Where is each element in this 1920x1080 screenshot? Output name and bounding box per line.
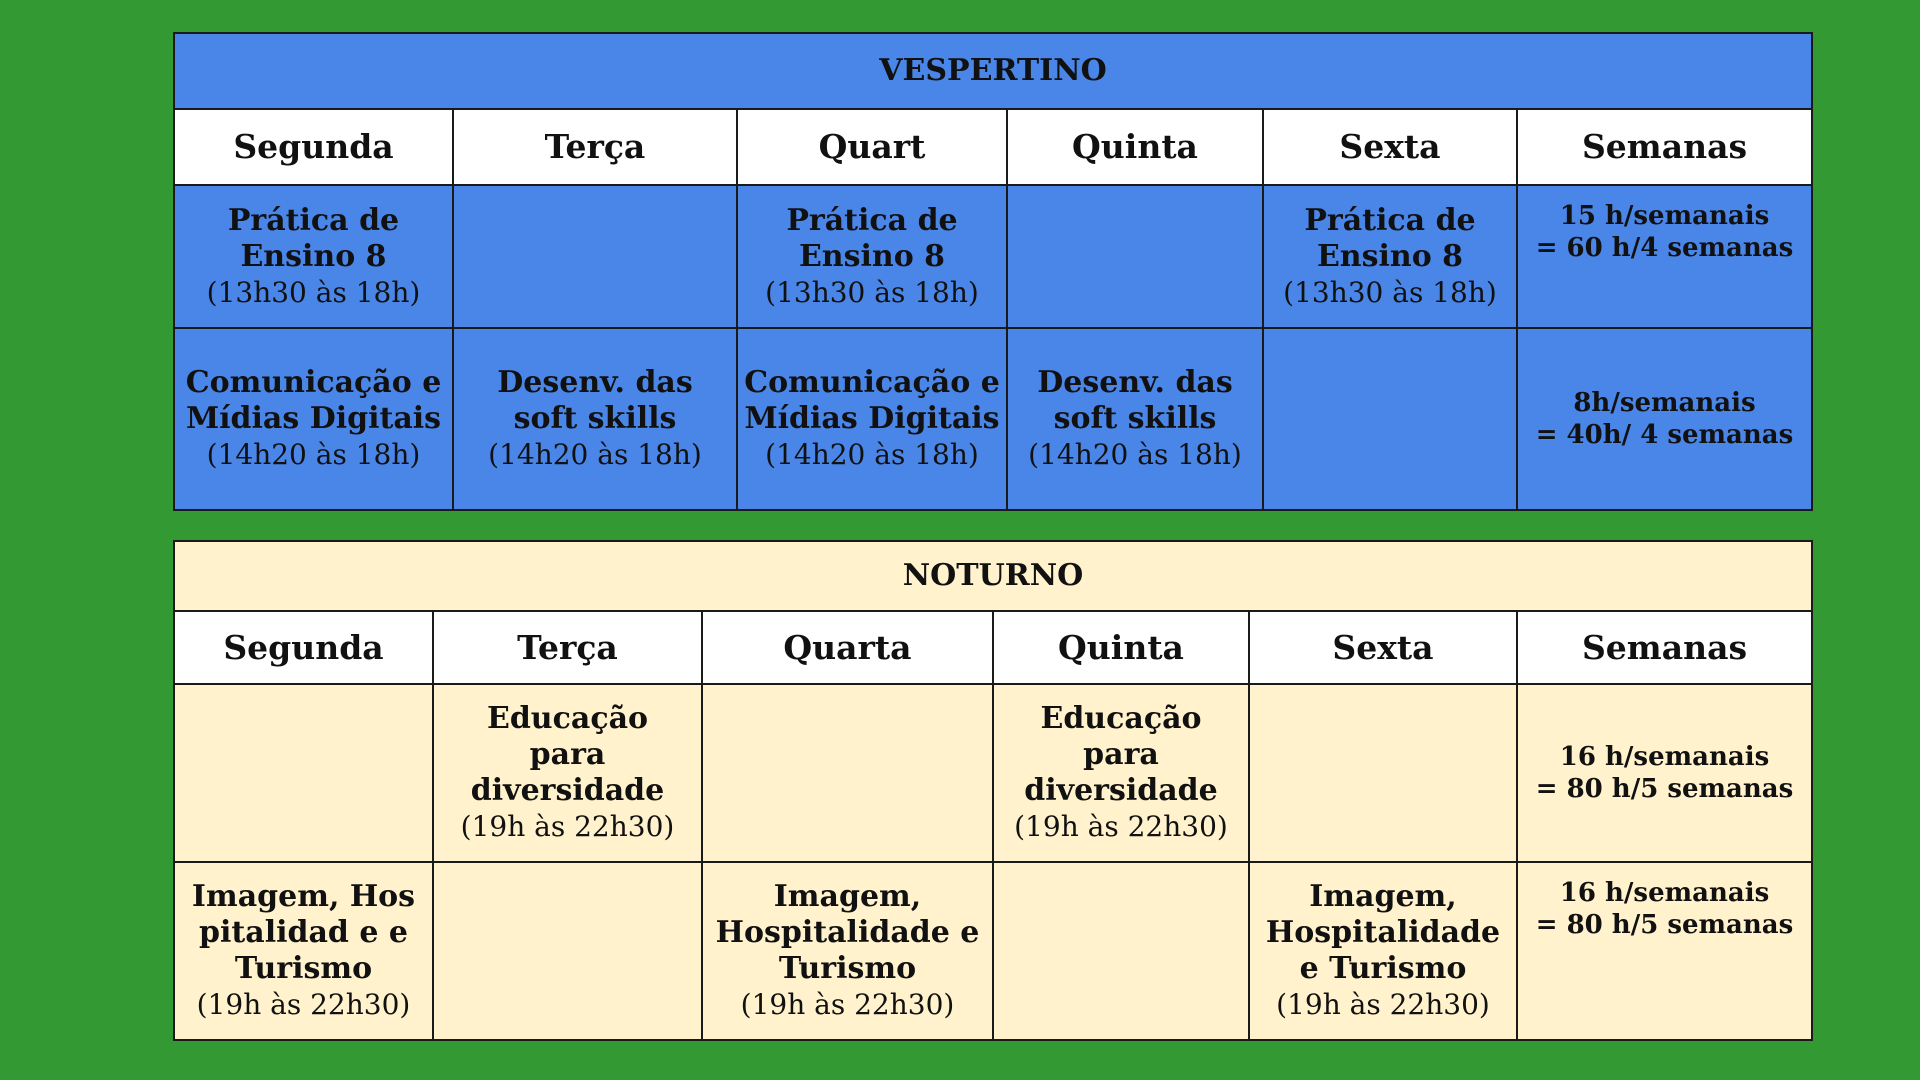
noturno-days-header [174,611,1812,684]
subject-time: (14h20 às 18h) [765,438,979,471]
hours-line: 15 h/semanais [1559,201,1770,231]
day-header-terca: Terça [453,109,737,185]
empty-cell [1007,185,1263,328]
vespertino-title: VESPERTINO [174,33,1812,109]
subject-time: (13h30 às 18h) [206,275,421,309]
subject-time: (14h20 às 18h) [488,438,702,471]
day-header-semanas: Semanas [1517,611,1812,684]
hours-line: 8h/semanais [1573,388,1756,418]
schedule-cell [433,684,702,862]
day-header-quinta: Quinta [993,611,1249,684]
subject-time: (19h às 22h30) [196,988,411,1021]
empty-cell [1249,684,1517,862]
subject-name: Imagem, Hospitalidade e Turismo [1265,879,1501,986]
subject-name: Comunicação e Mídias Digitais [744,365,1000,436]
subject-name: Comunicação e Mídias Digitais [185,365,442,436]
noturno-title: NOTURNO [174,541,1812,611]
schedule-cell [737,328,1007,510]
noturno-table [173,540,1813,1041]
hours-line: = 40h/ 4 semanas [1535,420,1794,450]
subject-name: Educação para diversidade [470,701,665,808]
schedule-cell [453,328,737,510]
schedule-cell [1249,862,1517,1040]
subject-name: Prática de Ensino 8 [1304,202,1476,274]
subject-name: Prática de Ensino 8 [786,202,958,274]
subject-name: Desenv. das soft skills [1037,365,1233,436]
weekly-hours-cell [1517,862,1812,1040]
schedule-cell [174,862,433,1040]
schedule-cell [702,862,993,1040]
day-header-sexta: Sexta [1263,109,1517,185]
schedule-cell [174,185,453,328]
weekly-hours-cell [1517,328,1812,510]
table-row [174,328,1812,510]
subject-name: Desenv. das soft skills [497,365,693,436]
vespertino-table [173,32,1813,511]
hours-line: = 80 h/5 semanas [1535,774,1794,804]
hours-line: = 80 h/5 semanas [1535,910,1794,940]
day-header-quarta: Quart [737,109,1007,185]
schedule-cell [174,328,453,510]
hours-line: = 60 h/4 semanas [1535,233,1794,263]
subject-time: (19h às 22h30) [1276,988,1490,1021]
schedule-cell [1263,185,1517,328]
table-row [174,684,1812,862]
table-row [174,185,1812,328]
schedule-cell [1007,328,1263,510]
table-row [174,862,1812,1040]
empty-cell [453,185,737,328]
subject-time: (14h20 às 18h) [1028,438,1242,471]
day-header-segunda: Segunda [174,611,433,684]
weekly-hours-cell [1517,684,1812,862]
schedule-cell [737,185,1007,328]
hours-line: 16 h/semanais [1559,742,1770,772]
hours-line: 16 h/semanais [1559,878,1770,908]
vespertino-days-header [174,109,1812,185]
subject-name: Imagem, Hospitalidad e e Turismo [191,879,416,986]
empty-cell [702,684,993,862]
empty-cell [174,684,433,862]
subject-time: (19h às 22h30) [460,810,675,843]
subject-name: Educação para diversidade [1024,701,1218,808]
subject-time: (13h30 às 18h) [765,275,979,309]
schedule-cell [993,684,1249,862]
day-header-terca: Terça [433,611,702,684]
weekly-hours-cell [1517,185,1812,328]
subject-time: (19h às 22h30) [740,988,955,1021]
subject-name: Imagem, Hospitalidade e Turismo [715,879,980,986]
empty-cell [433,862,702,1040]
day-header-semanas: Semanas [1517,109,1812,185]
day-header-segunda: Segunda [174,109,453,185]
subject-time: (19h às 22h30) [1014,810,1228,843]
day-header-quarta: Quarta [702,611,993,684]
empty-cell [993,862,1249,1040]
empty-cell [1263,328,1517,510]
subject-name: Prática de Ensino 8 [227,202,400,274]
subject-time: (14h20 às 18h) [206,438,421,471]
day-header-quinta: Quinta [1007,109,1263,185]
day-header-sexta: Sexta [1249,611,1517,684]
subject-time: (13h30 às 18h) [1283,275,1497,309]
